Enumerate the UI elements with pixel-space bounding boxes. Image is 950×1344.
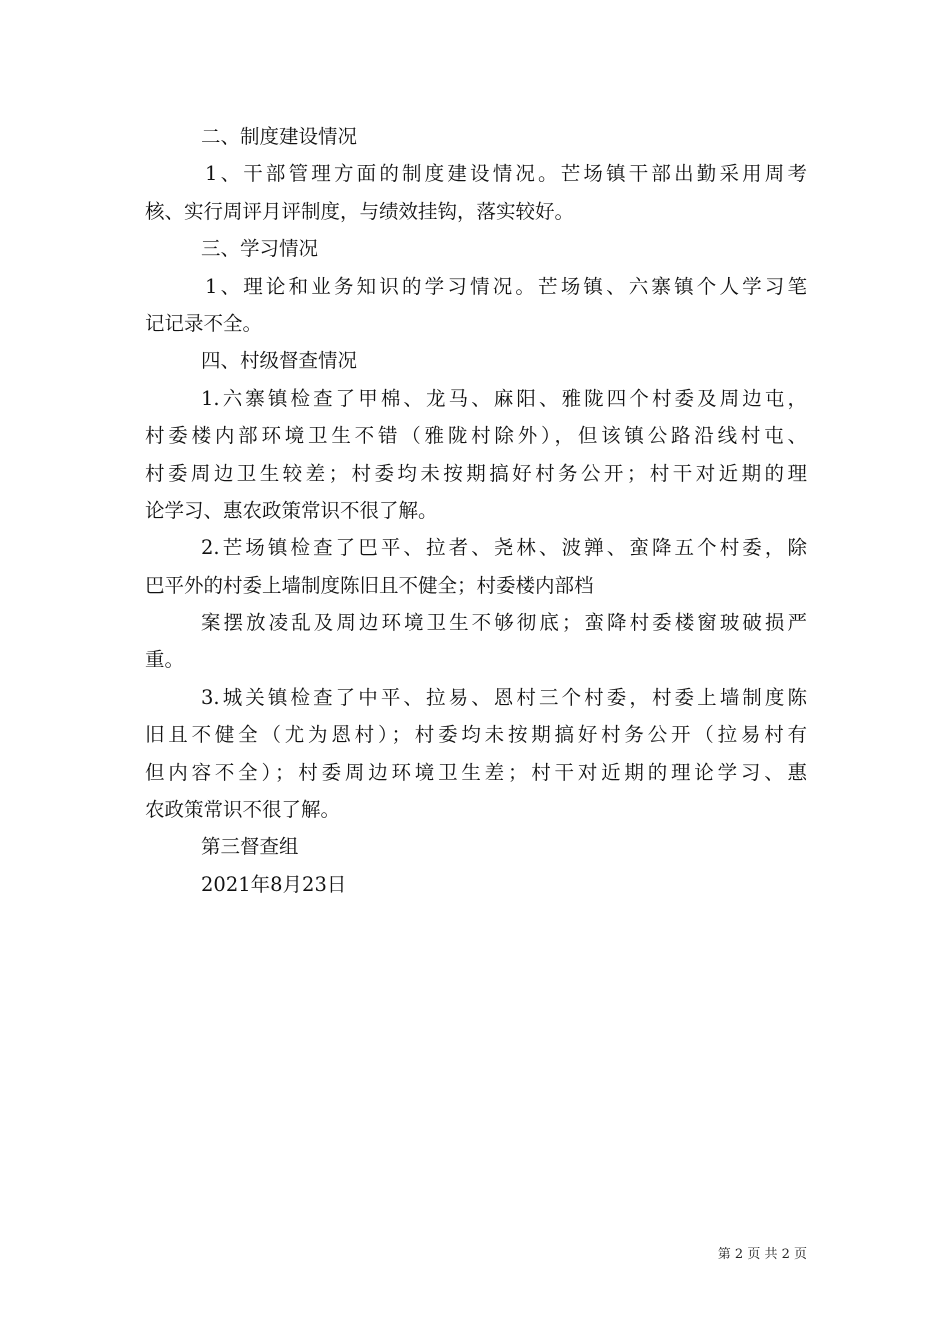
signature-group: 第三督查组 <box>201 835 299 859</box>
paragraph-line: 村委楼内部环境卫生不错（雅陇村除外），但该镇公路沿线村屯、 <box>145 424 807 448</box>
paragraph-line: 2.芒场镇检查了巴平、拉者、尧林、波亸、蛮降五个村委，除 <box>201 536 807 560</box>
paragraph-line: 1、干部管理方面的制度建设情况。芒场镇干部出勤采用周考 <box>205 162 807 186</box>
paragraph-line: 核、实行周评月评制度，与绩效挂钩，落实较好。 <box>145 199 575 223</box>
paragraph-line: 但内容不全）；村委周边环境卫生差；村干对近期的理论学习、惠 <box>145 760 807 784</box>
paragraph-line: 1.六寨镇检查了甲棉、龙马、麻阳、雅陇四个村委及周边屯， <box>201 386 807 410</box>
signature-date: 2021年8月23日 <box>201 872 347 896</box>
paragraph-line: 3.城关镇检查了中平、拉易、恩村三个村委，村委上墙制度陈 <box>201 685 807 709</box>
paragraph-line: 农政策常识不很了解。 <box>145 798 341 822</box>
paragraph-line: 村委周边卫生较差；村委均未按期搞好村务公开；村干对近期的理 <box>145 461 807 485</box>
paragraph-line: 记记录不全。 <box>145 311 263 335</box>
section-heading-2: 二、制度建设情况 <box>201 125 358 148</box>
paragraph-line: 1、理论和业务知识的学习情况。芒场镇、六寨镇个人学习笔 <box>205 274 807 298</box>
document-body <box>145 118 807 903</box>
paragraph-line: 论学习、惠农政策常识不很了解。 <box>145 498 438 522</box>
paragraph-line: 巴平外的村委上墙制度陈旧且不健全；村委楼内部档 <box>145 573 594 597</box>
paragraph-line: 旧且不健全（尤为恩村）；村委均未按期搞好村务公开（拉易村有 <box>145 723 807 747</box>
page-number-footer: 第 2 页 共 2 页 <box>717 1247 807 1262</box>
section-heading-4: 四、村级督查情况 <box>201 349 358 373</box>
paragraph-line: 案摆放凌乱及周边环境卫生不够彻底；蛮降村委楼窗玻破损严 <box>201 611 807 635</box>
paragraph-line: 重。 <box>145 648 185 672</box>
section-heading-3: 三、学习情况 <box>201 237 319 261</box>
